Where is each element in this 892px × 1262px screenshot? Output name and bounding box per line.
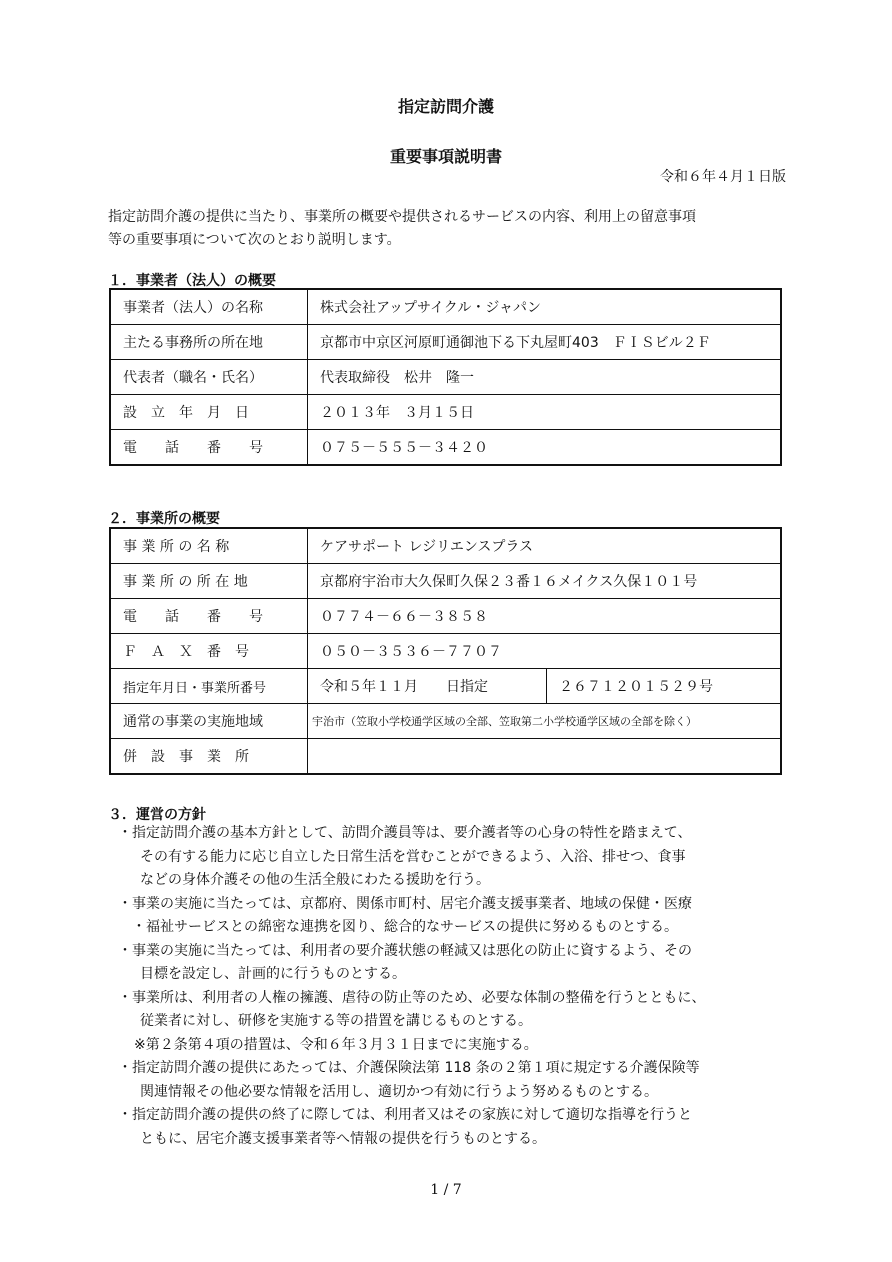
document-title: 指定訪問介護 <box>397 97 494 116</box>
edition-date: 令和６年４月１日版 <box>660 169 786 185</box>
row-value: ケアサポート レジリエンスプラス <box>308 528 782 564</box>
table-row <box>110 564 781 599</box>
row-value: ０７５－５５５－３４２０ <box>308 430 782 466</box>
table-row <box>110 360 781 395</box>
table-row <box>110 325 781 360</box>
list-item <box>118 1057 798 1104</box>
list-item <box>118 822 798 893</box>
section1-heading: １．事業者（法人）の概要 <box>108 273 276 289</box>
policy-line: ・福祉サービスとの綿密な連携を図り、総合的なサービスの提供に努めるものとする。 <box>132 919 678 935</box>
policy-line: ・指定訪問介護の基本方針として、訪問介護員等は、要介護者等の心身の特性を踏まえて、 <box>118 825 692 841</box>
row-value <box>308 739 782 775</box>
row-value: 京都府宇治市大久保町久保２３番１６メイクス久保１０１号 <box>308 564 782 599</box>
policy-line: その有する能力に応じ自立した日常生活を営むことができるよう、入浴、排せつ、食事 <box>140 848 686 865</box>
office-table <box>109 527 782 775</box>
designation-date: 令和５年１１月 日指定 <box>308 669 547 704</box>
intro-line: 等の重要事項について次のとおり説明します。 <box>108 232 401 248</box>
list-item <box>118 893 798 940</box>
row-label: 事 業 所 の 名 称 <box>110 528 308 564</box>
office-number: ２６７１２０１５２９号 <box>547 669 782 704</box>
row-label: 代表者（職名・氏名） <box>110 360 308 395</box>
table-row <box>110 289 781 325</box>
row-value: ０５０－３５３６－７７０７ <box>308 634 782 669</box>
row-label: 通常の事業の実施地域 <box>110 704 308 739</box>
policy-line: ・事業の実施に当たっては、京都府、関係市町村、居宅介護支援事業者、地域の保健・医療 <box>118 895 692 912</box>
table-row <box>110 395 781 430</box>
list-item <box>118 940 798 987</box>
row-value: ０７７４－６６－３８５８ <box>308 599 782 634</box>
row-value: 代表取締役 松井 隆一 <box>308 360 782 395</box>
section2-heading: ２．事業所の概要 <box>108 511 220 527</box>
row-label: Ｆ Ａ Ｘ 番 号 <box>110 634 308 669</box>
intro-line: 指定訪問介護の提供に当たり、事業所の概要や提供されるサービスの内容、利用上の留意事項 <box>108 209 696 225</box>
policy-line: などの身体介護その他の生活全般にわたる援助を行う。 <box>140 872 490 888</box>
policy-line: ・事業の実施に当たっては、利用者の要介護状態の軽減又は悪化の防止に資するよう、その <box>118 942 692 959</box>
row-label: 指定年月日・事業所番号 <box>110 669 308 704</box>
policy-line: ・指定訪問介護の提供の終了に際しては、利用者又はその家族に対して適切な指導を行うと <box>118 1107 692 1123</box>
policy-line: ・指定訪問介護の提供にあたっては、介護保険法第 118 条の２第１項に規定する介護保険等 <box>118 1060 700 1076</box>
table-row <box>110 704 781 739</box>
page-number: 1 / 7 <box>430 1182 462 1198</box>
policy-line: 関連情報その他必要な情報を活用し、適切かつ有効に行うよう努めるものとする。 <box>140 1083 658 1100</box>
policy-line: ・事業所は、利用者の人権の擁護、虐待の防止等のため、必要な体制の整備を行うとともに、 <box>118 989 706 1006</box>
list-item <box>118 987 798 1058</box>
row-label: 事 業 所 の 所 在 地 <box>110 564 308 599</box>
row-label: 設 立 年 月 日 <box>110 395 308 430</box>
row-label: 電 話 番 号 <box>110 599 308 634</box>
table-row <box>110 599 781 634</box>
table-row <box>110 739 781 775</box>
company-table <box>109 288 782 466</box>
row-value: 株式会社アップサイクル・ジャパン <box>308 289 782 325</box>
row-label: 併 設 事 業 所 <box>110 739 308 775</box>
row-label: 事業者（法人）の名称 <box>110 289 308 325</box>
document-subtitle: 重要事項説明書 <box>389 147 502 166</box>
table-row <box>110 669 781 704</box>
row-label: 電 話 番 号 <box>110 430 308 466</box>
policy-list <box>118 822 798 1151</box>
row-value: ２０１３年 ３月１５日 <box>308 395 782 430</box>
intro-paragraph <box>108 206 798 252</box>
table-row <box>110 430 781 466</box>
section3-heading: ３．運営の方針 <box>108 807 206 823</box>
table-row <box>110 528 781 564</box>
policy-line: ともに、居宅介護支援事業者等へ情報の提供を行うものとする。 <box>140 1130 546 1147</box>
row-label: 主たる事務所の所在地 <box>110 325 308 360</box>
row-value: 京都市中京区河原町通御池下る下丸屋町403 ＦＩＳビル２Ｆ <box>308 325 782 360</box>
list-item <box>118 1104 798 1151</box>
row-value: 宇治市（笠取小学校通学区域の全部、笠取第二小学校通学区域の全部を除く） <box>308 704 782 739</box>
table-row <box>110 634 781 669</box>
policy-line: 従業者に対し、研修を実施する等の措置を講じるものとする。 <box>140 1013 532 1029</box>
policy-line: 目標を設定し、計画的に行うものとする。 <box>140 966 406 982</box>
policy-note: ※第２条第４項の措置は、令和６年３月３１日までに実施する。 <box>134 1036 538 1053</box>
